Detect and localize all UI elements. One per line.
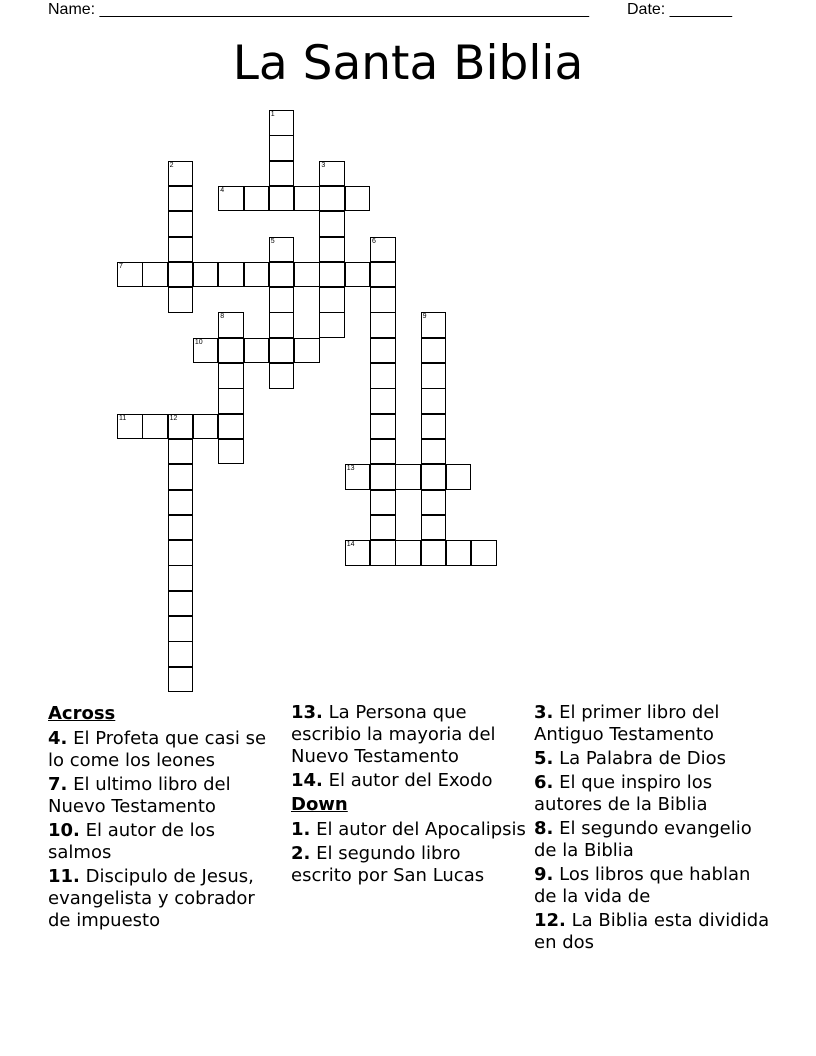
grid-cell[interactable] [218,338,244,364]
grid-cell[interactable] [269,363,295,389]
cell-number: 13 [346,465,355,473]
grid-cell[interactable] [193,338,219,364]
cell-number: 3 [321,161,326,169]
grid-cell[interactable] [193,414,219,440]
grid-cell[interactable] [168,262,194,288]
grid-cell[interactable] [244,262,270,288]
grid-cell[interactable] [395,540,421,566]
clue-across-14 [291,770,527,792]
grid-cell[interactable] [168,186,194,212]
grid-cell[interactable] [168,287,194,313]
cell-number: 12 [169,414,178,422]
clues-column-3 [534,702,770,956]
grid-cell[interactable] [421,414,447,440]
clue-down-2 [291,843,527,887]
clue-text: El Profeta que casi se lo come los leones [48,728,267,771]
grid-cell[interactable] [370,439,396,465]
clue-text: El segundo evangelio de la Biblia [534,818,752,861]
clues-column-1 [48,702,280,934]
grid-cell[interactable] [168,414,194,440]
grid-cell[interactable] [319,237,345,263]
cell-number: 11 [119,414,127,422]
grid-cell[interactable] [370,464,396,490]
grid-cell[interactable] [421,490,447,516]
grid-cell[interactable] [446,540,472,566]
date-field-label: Date: _______ [627,1,732,18]
grid-cell[interactable] [370,490,396,516]
grid-cell[interactable] [370,287,396,313]
grid-cell[interactable] [193,262,219,288]
clue-text: El autor de los salmos [48,820,215,863]
clue-text: El primer libro del Antiguo Testamento [534,702,720,745]
clue-number: 11. [48,866,80,887]
grid-cell[interactable] [269,237,295,263]
grid-cell[interactable] [370,338,396,364]
cell-number: 7 [119,262,123,270]
grid-cell[interactable] [168,161,194,187]
cell-number: 2 [169,161,174,169]
clue-down-8 [534,818,770,862]
grid-cell[interactable] [370,262,396,288]
grid-cell[interactable] [142,262,168,288]
cell-number: 14 [346,541,355,549]
grid-cell[interactable] [269,186,295,212]
grid-cell[interactable] [421,464,447,490]
cell-number: 6 [372,237,376,245]
clue-number: 9. [534,864,554,885]
grid-cell[interactable] [168,464,194,490]
grid-cell[interactable] [269,110,295,136]
clue-number: 7. [48,774,68,795]
grid-cell[interactable] [168,616,194,642]
grid-cell[interactable] [218,186,244,212]
clue-text: La Persona que escribio la mayoria del Nuevo Testamento [291,702,496,767]
grid-cell[interactable] [421,439,447,465]
grid-cell[interactable] [218,312,244,338]
grid-cell[interactable] [269,135,295,161]
grid-cell[interactable] [218,439,244,465]
grid-cell[interactable] [244,186,270,212]
grid-cell[interactable] [395,464,421,490]
grid-cell[interactable] [471,540,497,566]
clue-number: 10. [48,820,80,841]
grid-cell[interactable] [370,312,396,338]
clue-down-6 [534,772,770,816]
grid-cell[interactable] [345,262,371,288]
grid-cell[interactable] [269,312,295,338]
grid-cell[interactable] [168,237,194,263]
grid-cell[interactable] [168,591,194,617]
grid-cell[interactable] [168,490,194,516]
grid-cell[interactable] [319,161,345,187]
grid-cell[interactable] [319,211,345,237]
grid-cell[interactable] [168,641,194,667]
clue-text: Los libros que hablan de la vida de [534,864,751,907]
clue-number: 1. [291,819,311,840]
grid-cell[interactable] [370,363,396,389]
clue-text: El segundo libro escrito por San Lucas [291,843,485,886]
clues-column-2 [291,702,527,889]
grid-cell[interactable] [244,338,270,364]
clue-text: El autor del Exodo [328,770,493,791]
grid-cell[interactable] [370,414,396,440]
grid-cell[interactable] [345,464,371,490]
grid-cell[interactable] [218,388,244,414]
cell-number: 4 [220,186,225,194]
grid-cell[interactable] [117,414,143,440]
grid-cell[interactable] [218,363,244,389]
grid-cell[interactable] [370,388,396,414]
grid-cell[interactable] [269,287,295,313]
grid-cell[interactable] [421,515,447,541]
grid-cell[interactable] [142,414,168,440]
down-heading: Down [291,794,348,815]
grid-cell[interactable] [168,439,194,465]
clue-down-3 [534,702,770,746]
clue-down-1 [291,819,527,841]
grid-cell[interactable] [168,667,194,693]
grid-cell[interactable] [269,338,295,364]
grid-cell[interactable] [168,515,194,541]
clue-text: El que inspiro los autores de la Biblia [534,772,713,815]
clue-number: 14. [291,770,323,791]
clue-number: 4. [48,728,68,749]
clue-across-4 [48,728,280,772]
grid-cell[interactable] [269,161,295,187]
clue-number: 6. [534,772,554,793]
clue-number: 2. [291,843,311,864]
grid-cell[interactable] [421,363,447,389]
cell-number: 5 [270,237,275,245]
grid-cell[interactable] [421,312,447,338]
clue-down-5 [534,748,770,770]
grid-cell[interactable] [168,540,194,566]
grid-cell[interactable] [421,540,447,566]
grid-cell[interactable] [421,338,447,364]
clue-number: 13. [291,702,323,723]
grid-cell[interactable] [370,237,396,263]
grid-cell[interactable] [370,515,396,541]
clue-across-7 [48,774,280,818]
clue-number: 3. [534,702,554,723]
clue-text: El ultimo libro del Nuevo Testamento [48,774,231,817]
grid-cell[interactable] [319,312,345,338]
grid-cell[interactable] [370,540,396,566]
grid-cell[interactable] [168,211,194,237]
cell-number: 10 [194,338,203,346]
grid-cell[interactable] [269,262,295,288]
grid-cell[interactable] [319,287,345,313]
grid-cell[interactable] [294,262,320,288]
grid-cell[interactable] [294,338,320,364]
across-heading: Across [48,703,116,724]
clue-across-10 [48,820,280,864]
grid-cell[interactable] [294,186,320,212]
grid-cell[interactable] [218,414,244,440]
clue-number: 12. [534,910,566,931]
grid-cell[interactable] [319,186,345,212]
grid-cell[interactable] [345,186,371,212]
clue-text: La Biblia esta dividida en dos [534,910,770,953]
cell-number: 1 [270,111,275,118]
clue-down-9 [534,864,770,908]
clue-down-12 [534,910,770,954]
cell-number: 9 [422,313,427,321]
clue-text: Discipulo de Jesus, evangelista y cobrador de impuesto [48,866,255,931]
clue-number: 5. [534,748,554,769]
page-title: La Santa Biblia [232,36,584,91]
clue-number: 8. [534,818,554,839]
clue-across-11 [48,866,280,932]
clue-text: La Palabra de Dios [559,748,727,769]
clue-text: El autor del Apocalipsis [316,819,526,840]
grid-cell[interactable] [117,262,143,288]
grid-cell[interactable] [421,388,447,414]
grid-cell[interactable] [168,565,194,591]
grid-cell[interactable] [218,262,244,288]
name-field-label: Name: _______________________________________________________ [48,1,589,18]
grid-cell[interactable] [345,540,371,566]
grid-cell[interactable] [319,262,345,288]
grid-cell[interactable] [446,464,472,490]
cell-number: 8 [220,313,225,321]
clue-across-13 [291,702,527,768]
